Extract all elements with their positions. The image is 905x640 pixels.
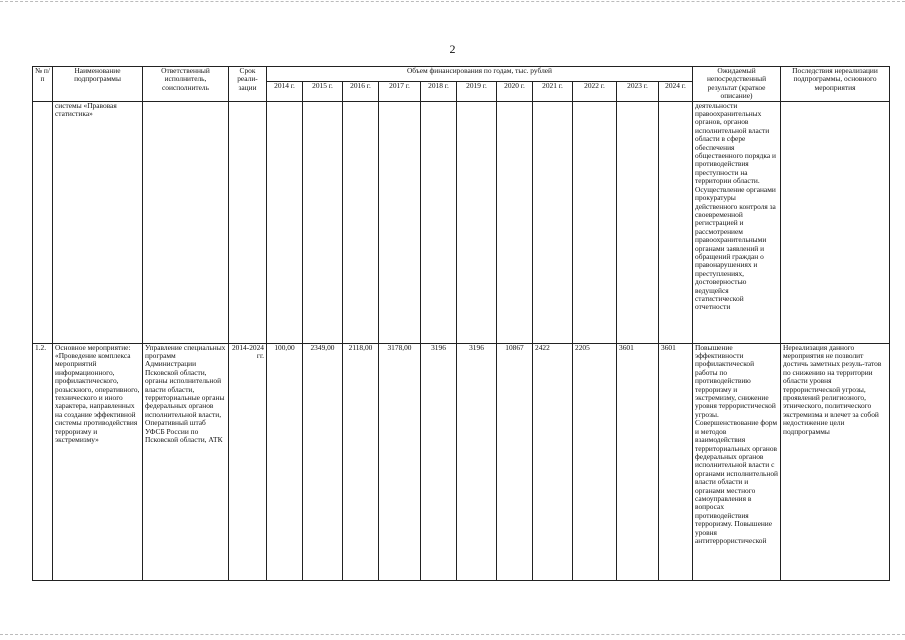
header-year: 2021 г.: [533, 81, 573, 101]
row2-name: Основное мероприятие: «Проведение комплекса мероприятий информационного, профилактического, розыскного, оперативного, технического и иного характера, направленных на создание эффективной системы противодействия терроризму и экстремизму»: [53, 343, 143, 580]
header-year: 2016 г.: [343, 81, 379, 101]
header-year: 2024 г.: [659, 81, 693, 101]
row2-consequences: Нереализация данного мероприятия не позволит достичь заметных резуль-татов по снижению на территории области уровня террористической угрозы, проявлений религиозного, этнического, политического экстремизма и влечет за собой недостижение цели подпрограммы: [781, 343, 890, 580]
row1-name: системы «Правовая статистика»: [53, 101, 143, 343]
row2-responsible: Управление специальных программ Администрации Псковской области, органы исполнительной власти области, территориальные органы федеральных органов исполнительной власти, Оперативный штаб УФСБ России по Псковской области, АТК: [143, 343, 229, 580]
header-year: 2020 г.: [497, 81, 533, 101]
row2-value-2017: 3178,00: [379, 343, 421, 580]
row2-num: 1.2.: [33, 343, 53, 580]
row1-consequences: [781, 101, 890, 343]
row2-value-2018: 3196: [421, 343, 457, 580]
financing-table: [32, 66, 890, 581]
table-row: [33, 101, 890, 343]
row1-result: деятельности правоохранительных органов, органов исполнительной власти области в сфере обеспечения общественного порядка и противодействия преступности на территории области. Осуществление органами прокуратуры действенного контроля за своевременной регистрацией и рассмотрением правоохранительными органами заявлений и обращений граждан о правонарушениях и преступлениях, достоверностью ведущейся статистической отчетности: [693, 101, 781, 343]
table-row: [33, 343, 890, 580]
header-year: 2022 г.: [573, 81, 617, 101]
page-bottom-edge: [0, 634, 905, 635]
row2-value-2020: 10867: [497, 343, 533, 580]
row1-num: [33, 101, 53, 343]
page-top-edge: [0, 1, 905, 2]
header-year: 2023 г.: [617, 81, 659, 101]
row2-value-2016: 2118,00: [343, 343, 379, 580]
row2-value-2024: 3601: [659, 343, 693, 580]
row2-value-2019: 3196: [457, 343, 497, 580]
page-number: 2: [449, 42, 456, 56]
header-num: № п/п: [33, 67, 53, 102]
header-year: 2019 г.: [457, 81, 497, 101]
row2-value-2023: 3601: [617, 343, 659, 580]
header-year: 2017 г.: [379, 81, 421, 101]
header-result: Ожидаемый непосредственный результат (краткое описание): [693, 67, 781, 102]
header-finance: Объем финансирования по годам, тыс. рублей: [267, 67, 693, 82]
header-name: Наименование подпрограммы: [53, 67, 143, 102]
header-responsible: Ответственный исполнитель, соисполнитель: [143, 67, 229, 102]
header-year: 2014 г.: [267, 81, 303, 101]
header-year: 2015 г.: [303, 81, 343, 101]
row2-value-2014: 100,00: [267, 343, 303, 580]
row2-value-2022: 2205: [573, 343, 617, 580]
row2-result: Повышение эффективности профилактической работы по противодействию терроризму и экстремизму, снижение уровня террористической угрозы. Совершенствование форм и методов взаимодействия территориальных органов федеральных органов исполнительной власти с органами исполнительной власти области и органами местного самоуправления в вопросах противодействия терроризму. Повышение уровня антитеррористической: [695, 343, 778, 545]
row2-value-2015: 2349,00: [303, 343, 343, 580]
header-consequences: Последствия нереализации подпрограммы, основного мероприятия: [781, 67, 890, 102]
row2-term: 2014-2024 гг.: [229, 343, 267, 580]
row2-value-2021: 2422: [533, 343, 573, 580]
header-term: Срок реали-зации: [229, 67, 267, 102]
header-year: 2018 г.: [421, 81, 457, 101]
